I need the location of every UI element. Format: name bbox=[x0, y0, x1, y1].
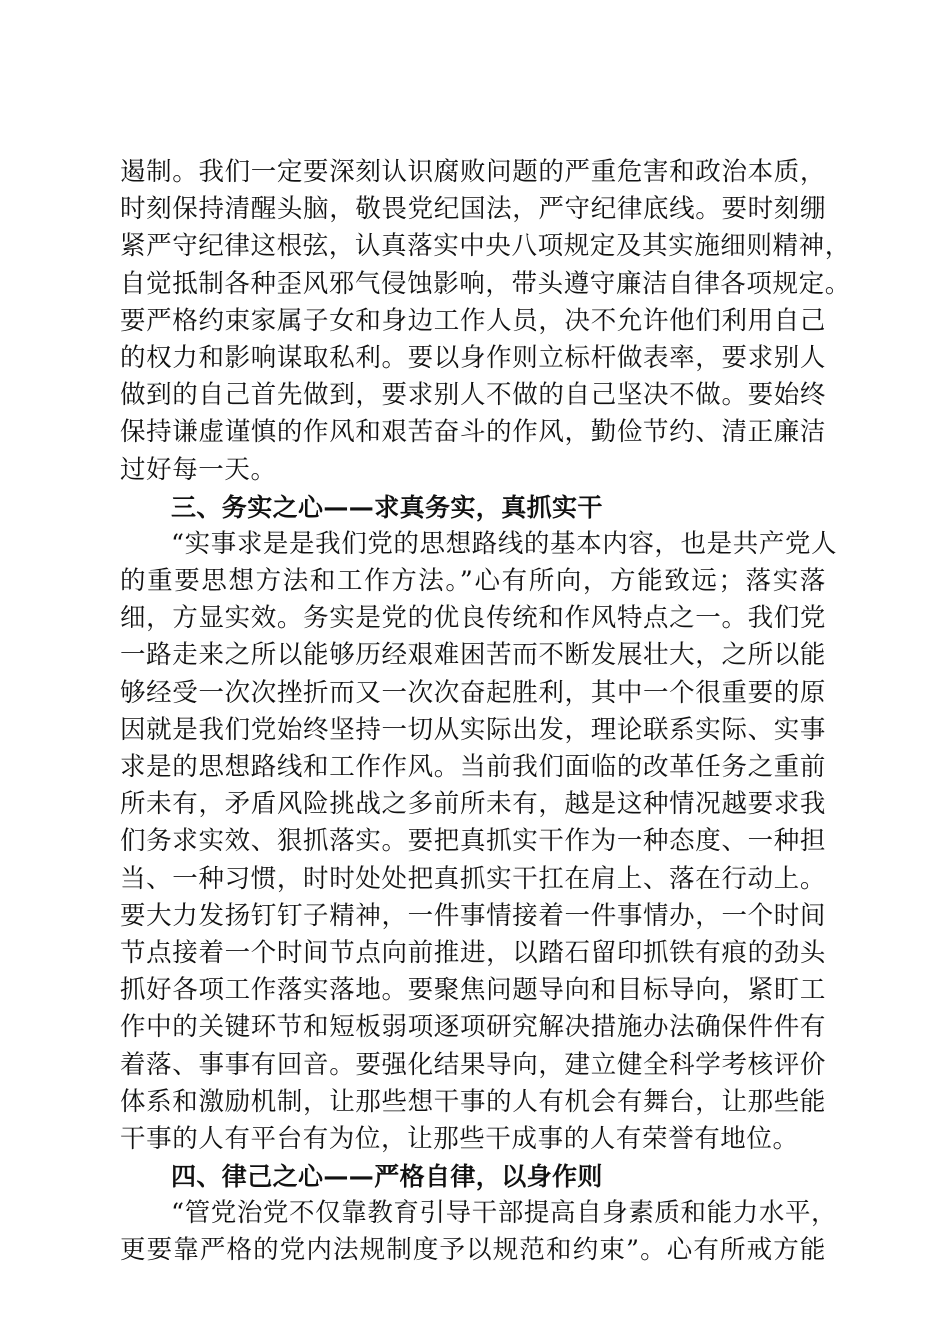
text-line: 遏制。我们一定要深刻认识腐败问题的严重危害和政治本质， bbox=[120, 157, 826, 187]
text-line: 的权力和影响谋取私利。要以身作则立标杆做表率，要求别人 bbox=[120, 342, 826, 373]
text-line: 们务求实效、狠抓落实。要把真抓实干作为一种态度、一种担 bbox=[120, 826, 826, 857]
text-line: 要严格约束家属子女和身边工作人员，决不允许他们利用自己 bbox=[120, 305, 826, 336]
paragraph-pragmatic bbox=[120, 526, 838, 1158]
text-line: 更要靠严格的党内法规制度予以规范和约束”。心有所戒方能 bbox=[120, 1235, 826, 1266]
text-line: 细，方显实效。务实是党的优良传统和作风特点之一。我们党 bbox=[120, 603, 826, 634]
text-line: 做到的自己首先做到，要求别人不做的自己坚决不做。要始终 bbox=[120, 380, 826, 411]
text-line: 着落、事事有回音。要强化结果导向，建立健全科学考核评价 bbox=[120, 1049, 826, 1080]
text-line: “管党治党不仅靠教育引导干部提高自身素质和能力水平， bbox=[171, 1198, 838, 1229]
text-line: 体系和激励机制，让那些想干事的人有机会有舞台，让那些能 bbox=[120, 1086, 826, 1117]
text-line: 时刻保持清醒头脑，敬畏党纪国法，严守纪律底线。要时刻绷 bbox=[120, 194, 826, 225]
text-line: 求是的思想路线和工作作风。当前我们面临的改革任务之重前 bbox=[120, 752, 826, 782]
document-page bbox=[120, 154, 851, 1270]
text-line: “实事求是是我们党的思想路线的基本内容，也是共产党人 bbox=[171, 528, 838, 559]
text-line: 作中的关键环节和短板弱项逐项研究解决措施办法确保件件有 bbox=[120, 1012, 826, 1043]
text-line: 干事的人有平台有为位，让那些干成事的人有荣誉有地位。 bbox=[120, 1123, 799, 1154]
text-line: 一路走来之所以能够历经艰难困苦而不断发展壮大，之所以能 bbox=[120, 640, 826, 671]
text-line: 要大力发扬钉钉子精神，一件事情接着一件事情办，一个时间 bbox=[120, 900, 826, 931]
text-line: 自觉抵制各种歪风邪气侵蚀影响，带头遵守廉洁自律各项规定。 bbox=[120, 268, 851, 299]
text-line: 节点接着一个时间节点向前推进，以踏石留印抓铁有痕的劲头 bbox=[120, 937, 826, 968]
text-line: 紧严守纪律这根弦，认真落实中央八项规定及其实施细则精神， bbox=[120, 231, 851, 262]
section-heading-4: 四、律己之心——严格自律，以身作则 bbox=[171, 1162, 603, 1192]
text-line: 抓好各项工作落实落地。要聚焦问题导向和目标导向，紧盯工 bbox=[120, 975, 826, 1006]
text-line: 过好每一天。 bbox=[120, 454, 277, 485]
text-line: 所未有，矛盾风险挑战之多前所未有，越是这种情况越要求我 bbox=[120, 789, 826, 820]
text-line: 因就是我们党始终坚持一切从实际出发，理论联系实际、实事 bbox=[120, 714, 826, 745]
text-line: 的重要思想方法和工作方法。”心有所向，方能致远；落实落 bbox=[120, 566, 826, 597]
text-line: 够经受一次次挫折而又一次次奋起胜利，其中一个很重要的原 bbox=[120, 677, 826, 708]
paragraph-self-discipline bbox=[120, 1195, 838, 1269]
section-heading-3: 三、务实之心——求真务实，真抓实干 bbox=[171, 492, 603, 522]
text-line: 当、一种习惯，时时处处把真抓实干扛在肩上、落在行动上。 bbox=[120, 863, 826, 894]
text-line: 保持谦虚谨慎的作风和艰苦奋斗的作风，勤俭节约、清正廉洁 bbox=[120, 417, 826, 448]
paragraph-discipline bbox=[120, 154, 851, 489]
